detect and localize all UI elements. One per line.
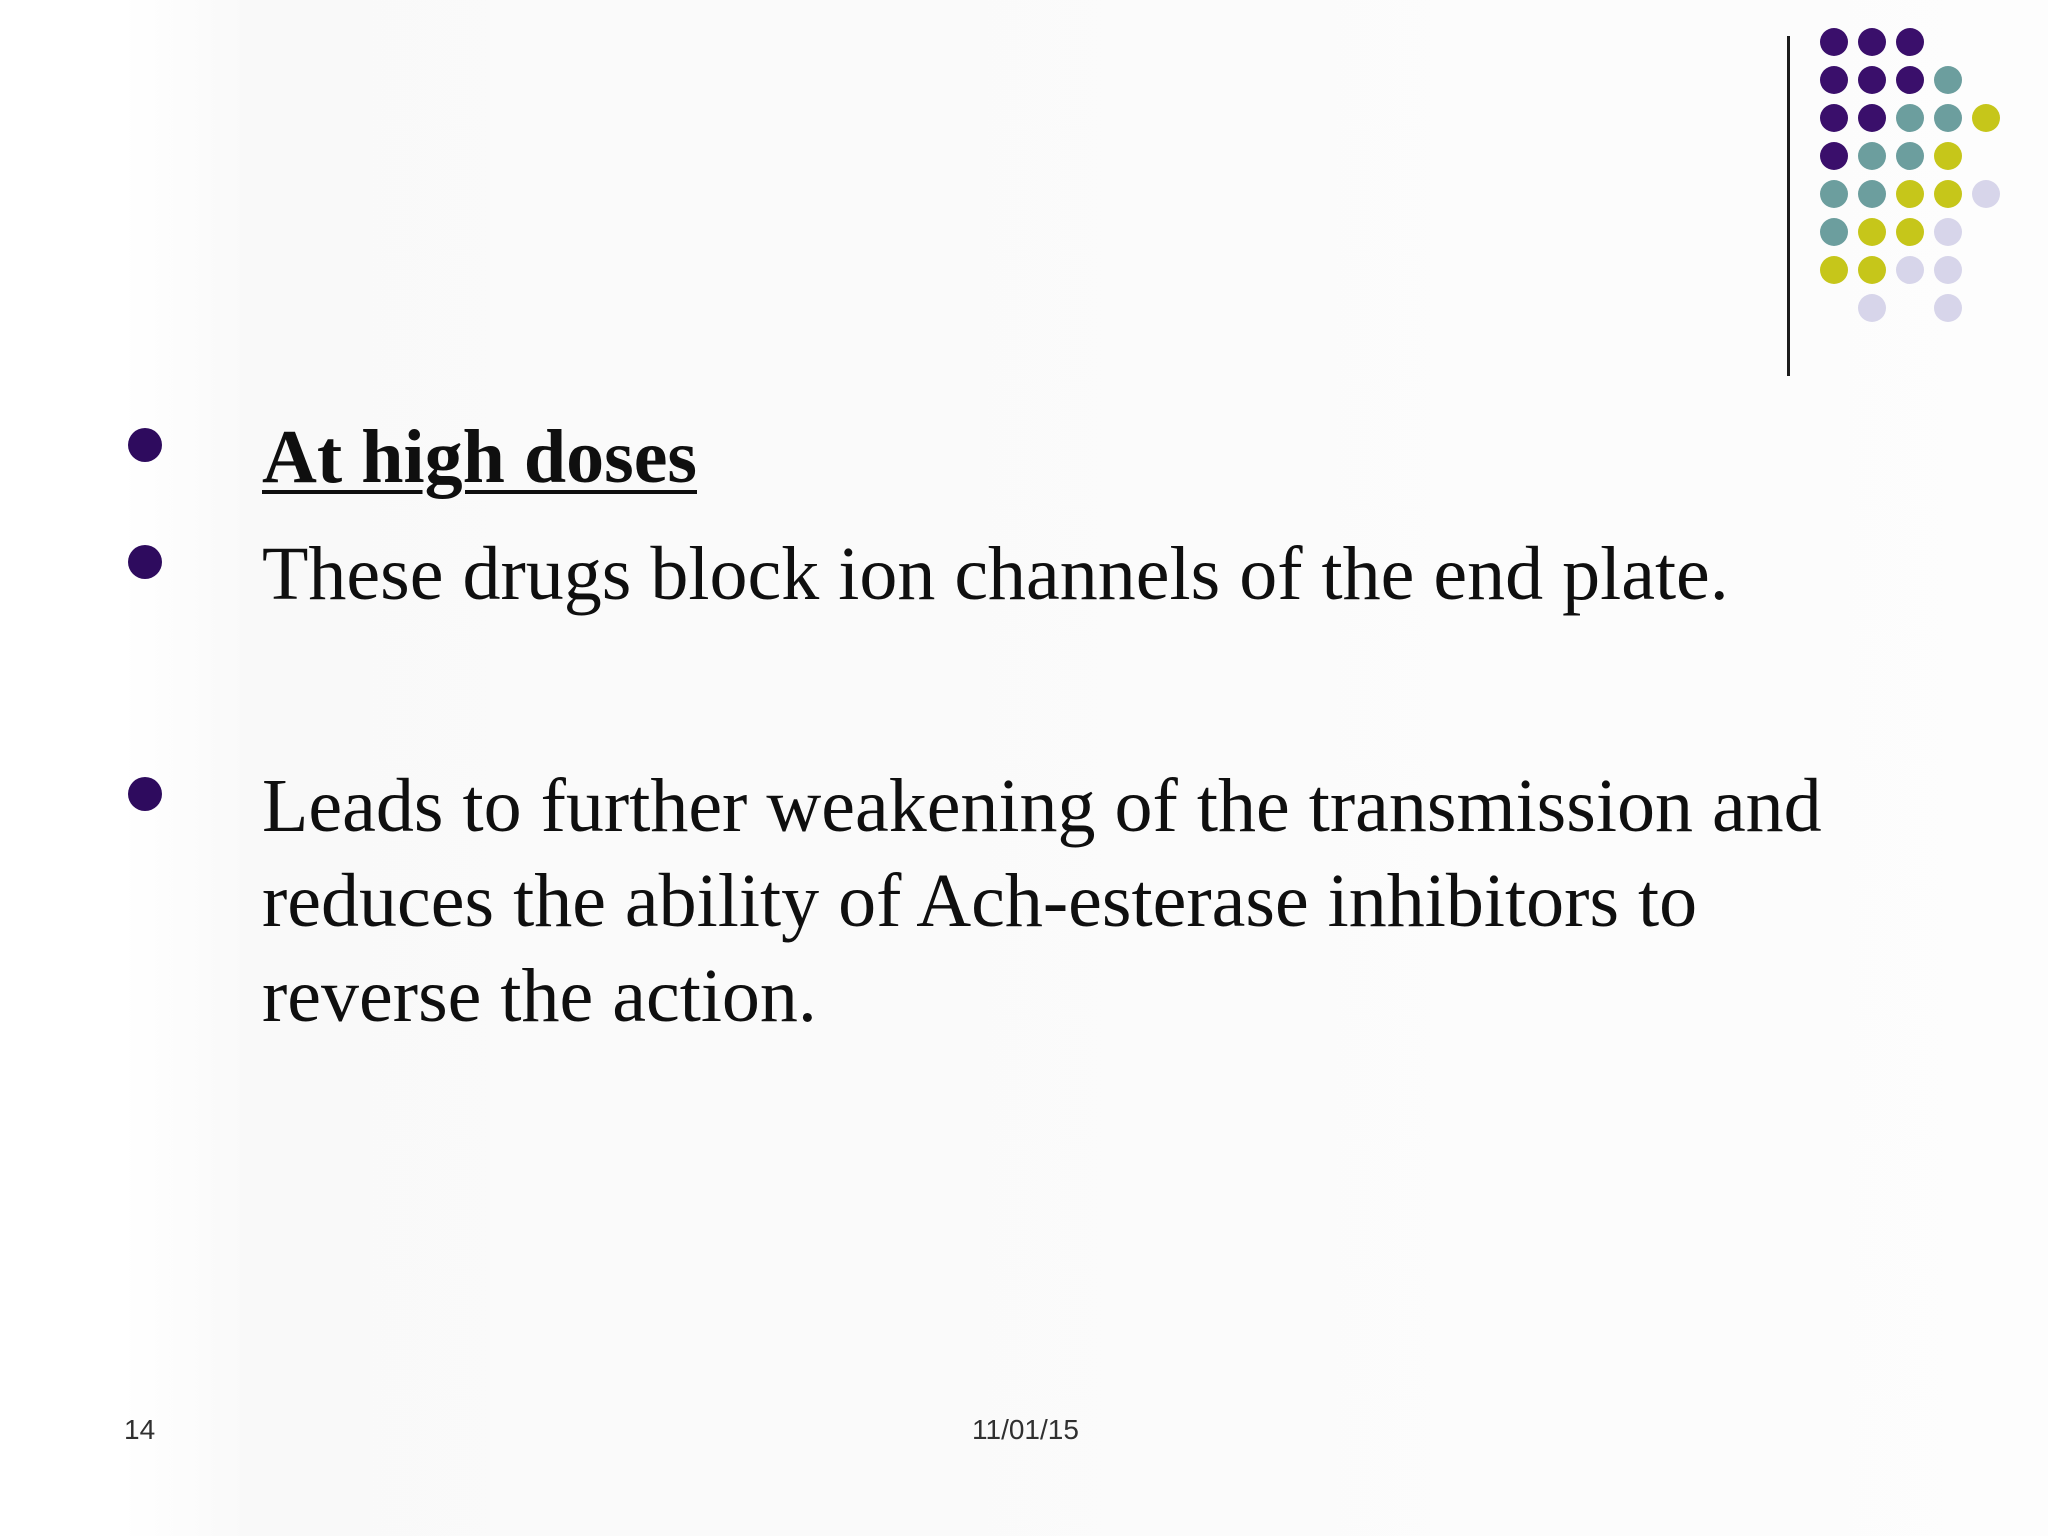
bullet-heading: At high doses xyxy=(262,415,697,499)
bullet-marker xyxy=(128,777,162,811)
bullet-text-line: Leads to further weakening of the transmission and xyxy=(262,764,1822,848)
slide-date: 11/01/15 xyxy=(972,1414,1079,1445)
bullet-text: These drugs block ion channels of the end plate. xyxy=(262,532,1729,616)
bullet-marker xyxy=(128,545,162,579)
slide-page-number: 14 xyxy=(124,1414,156,1445)
bullet-marker xyxy=(128,428,162,462)
bullet-text-line: reverse the action. xyxy=(262,954,817,1038)
bullet-text-line: reduces the ability of Ach-esterase inhibitors to xyxy=(262,859,1698,943)
